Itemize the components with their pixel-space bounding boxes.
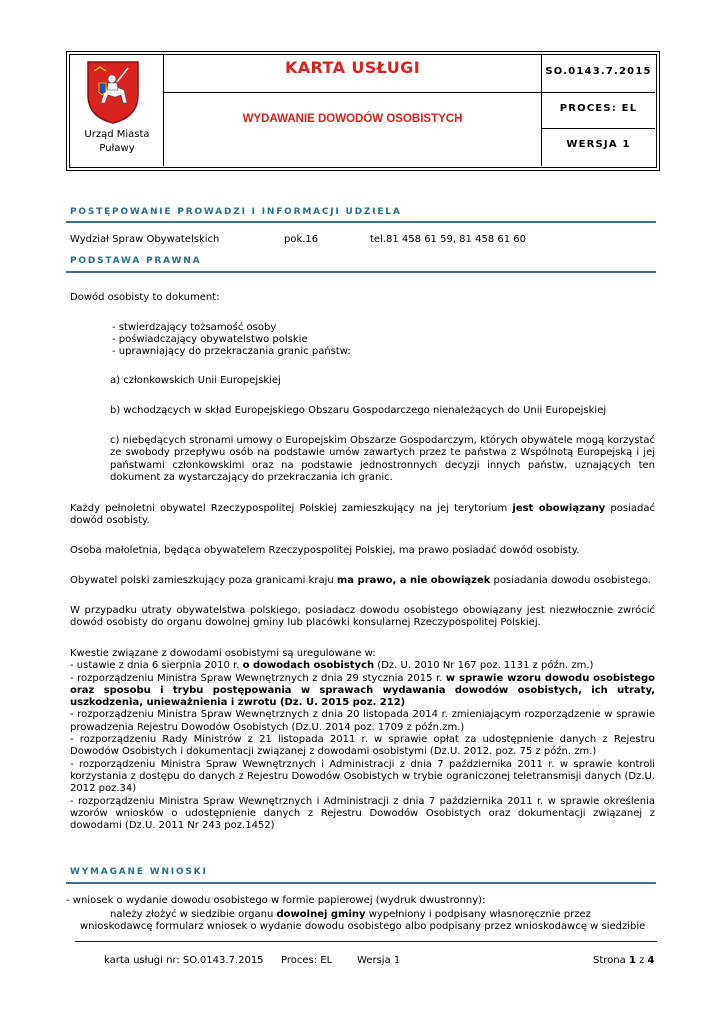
act-1-a: - ustawie z dnia 6 sierpnia 2010 r.: [70, 660, 243, 672]
forms-line-3: wnioskodawcę formularz wniosek o wydanie dowodu osobistego albo podpisany przez wnioskodawcę w siedzibie: [80, 921, 646, 932]
legal-paragraph-1-a: Każdy pełnoletni obywatel Rzeczypospolitej Polskiej zamieszkujący na jej terytorium: [70, 503, 513, 514]
legal-paragraph-3: [70, 575, 651, 587]
forms-line-1: - wniosek o wydanie dowodu osobistego w formie papierowej (wydruk dwustronny):: [66, 895, 486, 906]
footer-page-sep: z: [635, 955, 648, 966]
card-code: SO.0143.7.2015: [545, 66, 652, 77]
act-1-c: (Dz. U. 2010 Nr 167 poz. 1131 z późn. zm.): [374, 660, 594, 672]
header-row-divider: [163, 92, 655, 93]
footer-page-total: 4: [647, 955, 655, 966]
section-rule-forms: [66, 882, 656, 884]
section-rule-legal: [66, 271, 656, 273]
section-title-legal: PODSTAWA PRAWNA: [70, 256, 202, 266]
legal-paragraph-3-b: ma prawo, a nie obowiązek: [336, 575, 491, 586]
service-subtitle: WYDAWANIE DOWODÓW OSOBISTYCH: [242, 113, 463, 125]
act-3: - rozporządzeniu Ministra Spraw Wewnętrznych z dnia 20 listopada 2014 r. zmieniającym rozporządzenie w sprawie prowadzenia Rejestru Dowodów Osobistych (Dz.U. 2014 poz. 1709 z późn.zm.): [70, 709, 655, 733]
legal-paragraph-1: [70, 503, 655, 528]
acts-intro: Kwestie związane z dowodami osobistymi są uregulowane w:: [70, 648, 376, 659]
process-code: PROCES: EL: [559, 103, 638, 114]
legal-paragraph-1-c: posiadać dowód osobisty.: [70, 503, 655, 527]
legal-point-a: a) członkowskich Unii Europejskiej: [110, 375, 281, 386]
legal-intro: Dowód osobisty to dokument:: [70, 292, 220, 303]
legal-paragraph-4: W przypadku utraty obywatelstwa polskiego, posiadacz dowodu osobistego obowiązany jest niezwłocznie zwrócić dowód osobisty do organu dowolnej gminy lub placówki konsularnej Rzeczypospolitej Polskiej.: [70, 605, 655, 629]
legal-acts: [70, 648, 655, 832]
coat-of-arms-logo: [84, 59, 142, 125]
footer-rule: [75, 941, 657, 942]
legal-paragraph-2: Osoba małoletnia, będąca obywatelem Rzeczypospolitej Polskiej, ma prawo posiadać dowód osobisty.: [70, 545, 580, 556]
org-name-line-1: Urząd Miasta: [84, 129, 150, 140]
act-4: - rozporządzeniu Rady Ministrów z 21 listopada 2011 r. w sprawie opłat za udostępnienie danych z Rejestru Dowodów Osobistych i dokumentacji związanej z dowodami osobistymi (Dz.U. 2012. poz. 75 z późn. zm.): [70, 734, 655, 758]
office-phone: tel.81 458 61 59, 81 458 61 60: [370, 234, 526, 245]
act-6: - rozporządzeniu Ministra Spraw Wewnętrznych i Administracji z dnia 7 października 2011 r. w sprawie określenia wzorów wniosków o udostępnienie danych z Rejestru Dowodów Osobistych oraz dokumentacji związanej z dowodami (Dz.U. 2011 Nr 243 poz.1452): [70, 795, 655, 832]
legal-paragraph-3-c: posiadania dowodu osobistego.: [490, 575, 651, 586]
legal-point-b: b) wchodzących w skład Europejskiego Obszaru Gospodarczego nienależących do Unii Europejskiej: [110, 405, 607, 416]
org-name: [72, 128, 162, 156]
act-2: [70, 673, 655, 710]
section-title-forms: WYMAGANE WNIOSKI: [70, 867, 208, 877]
section-rule-office: [66, 221, 656, 223]
legal-point-c: c) niebędących stronami umowy o Europejskim Obszarze Gospodarczym, których obywatele mogą korzystać ze swobody przepływu osób na podstawie umów zawartych przez te państwa z Wspólnotą Europejską i jej państwami członkowskimi oraz na podstawie jednostronnych decyzji innych państw, uznających ten dokument za wystarczający do przekraczania ich granic.: [110, 435, 655, 483]
office-department: Wydział Spraw Obywatelskich: [70, 234, 220, 245]
org-name-line-2: Puławy: [99, 143, 135, 154]
footer-card-number: karta usługi nr: SO.0143.7.2015: [104, 955, 264, 966]
forms-line-2-b: dowolnej gminy: [276, 909, 366, 920]
act-1: [70, 660, 655, 672]
legal-paragraph-3-a: Obywatel polski zamieszkujący poza granicami kraju: [70, 575, 337, 586]
office-room: pok.16: [284, 234, 319, 245]
act-5: - rozporządzeniu Ministra Spraw Wewnętrznych i Administracji z dnia 7 października 2011 r. w sprawie kontroli korzystania z dostępu do danych z Rejestru Dowodów Osobistych w trybie ograniczonej teletransmisji danych (Dz.U. 2012 poz.34): [70, 758, 655, 795]
section-title-office: POSTĘPOWANIE PROWADZI I INFORMACJI UDZIELA: [70, 207, 402, 217]
version-label: WERSJA 1: [566, 139, 631, 150]
card-title: KARTA USŁUGI: [284, 58, 421, 77]
header-row-divider-2: [541, 128, 655, 129]
act-2-a: - rozporządzeniu Ministra Spraw Wewnętrznych z dnia 29 stycznia 2015 r.: [70, 672, 446, 684]
footer-page-current: 1: [628, 955, 636, 966]
act-1-b: o dowodach osobistych: [242, 660, 375, 672]
footer-page-label: Strona: [593, 955, 629, 966]
legal-paragraph-1-b: jest obowiązany: [512, 503, 606, 514]
forms-line-2-c: wypełniony i podpisany własnoręcznie przez: [365, 909, 591, 920]
forms-line-2: [66, 909, 655, 921]
legal-bullet-1: - stwierdzający tożsamość osoby: [112, 322, 277, 333]
footer-version: Wersja 1: [357, 955, 401, 966]
footer-page: [593, 955, 654, 967]
legal-bullet-3: - uprawniający do przekraczania granic państw:: [112, 346, 351, 357]
forms-line-2-a: należy złożyć w siedzibie organu: [110, 909, 277, 920]
footer-process: Proces: EL: [281, 955, 333, 966]
legal-bullet-2: - poświadczający obywatelstwo polskie: [112, 334, 308, 345]
act-2-b: w sprawie wzoru dowodu osobistego oraz sposobu i trybu postępowania w sprawach wydawania dowodów osobistych, ich utraty, uszkodzenia, unieważnienia i zwrotu (Dz. U. 2015 poz. 212): [70, 672, 655, 709]
